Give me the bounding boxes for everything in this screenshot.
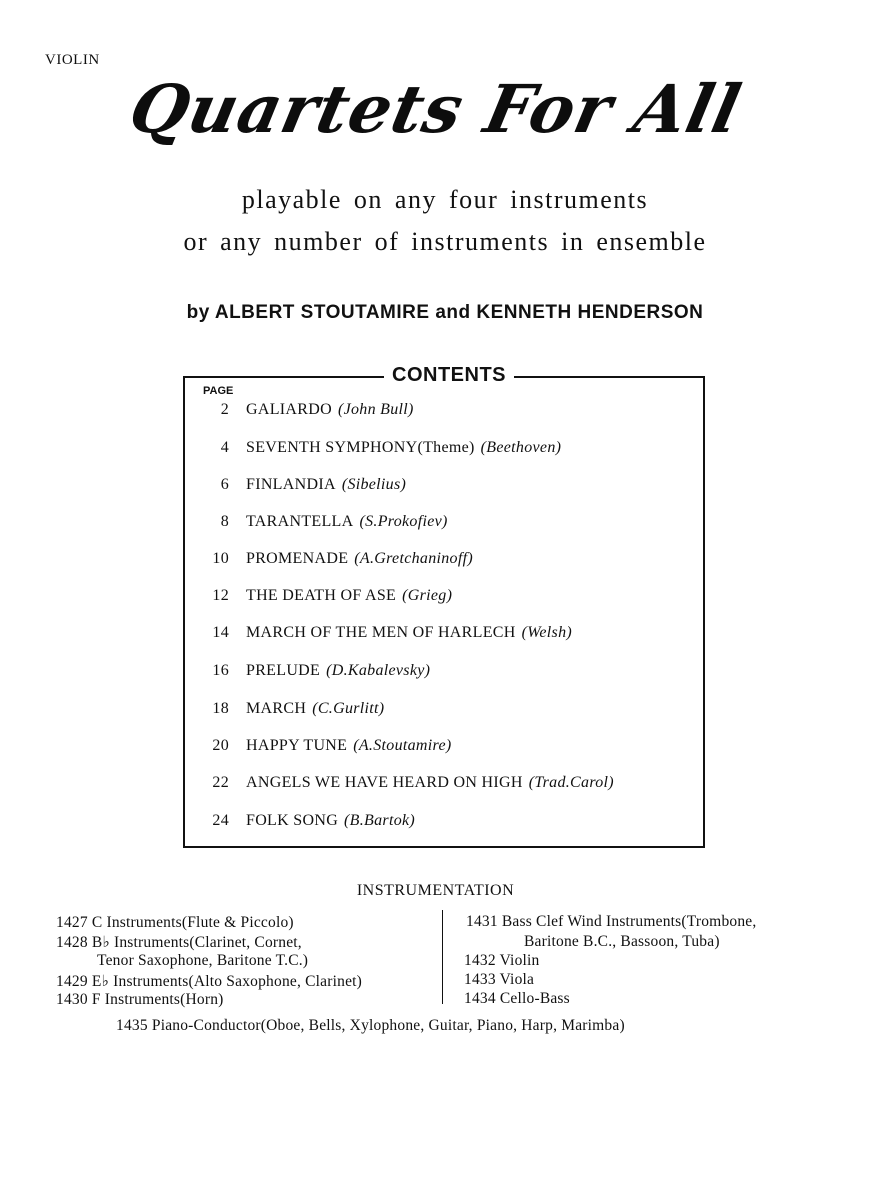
toc-item	[195, 401, 414, 425]
toc-title: PROMENADE	[246, 550, 349, 567]
instrumentation-piano-conductor: 1435 Piano-Conductor(Oboe, Bells, Xylophone, Guitar, Piano, Harp, Marimba)	[116, 1017, 625, 1034]
instrumentation-item: Baritone B.C., Bassoon, Tuba)	[524, 933, 720, 950]
instrumentation-item: Tenor Saxophone, Baritone T.C.)	[97, 952, 309, 969]
contents-heading: CONTENTS	[384, 364, 514, 387]
toc-title: FOLK SONG	[246, 812, 339, 829]
toc-composer: (John Bull)	[337, 401, 414, 418]
toc-item	[195, 624, 572, 648]
toc-composer: (Trad.Carol)	[528, 774, 614, 791]
toc-title: TARANTELLA	[246, 513, 354, 530]
toc-composer: (Grieg)	[402, 587, 453, 604]
instrumentation-item: 1428 B♭ Instruments(Clarinet, Cornet,	[56, 934, 302, 951]
toc-title: MARCH OF THE MEN OF HARLECH	[246, 624, 516, 641]
toc-page: 14	[212, 624, 229, 641]
instrumentation-item: 1427 C Instruments(Flute & Piccolo)	[56, 914, 294, 931]
toc-composer: (B.Bartok)	[344, 812, 416, 829]
toc-composer: (D.Kabalevsky)	[326, 662, 431, 679]
toc-item	[195, 439, 561, 463]
column-divider	[442, 910, 443, 1004]
toc-title: SEVENTH SYMPHONY(Theme)	[246, 439, 475, 456]
toc-title: THE DEATH OF ASE	[246, 587, 397, 604]
toc-page: 4	[220, 439, 229, 456]
toc-item	[195, 812, 415, 836]
toc-composer: (Welsh)	[521, 624, 572, 641]
toc-page: 10	[212, 550, 229, 567]
toc-title: MARCH	[246, 700, 307, 717]
book-title: Quartets For All	[122, 70, 749, 148]
toc-page: 20	[212, 737, 229, 754]
toc-item	[195, 476, 406, 500]
toc-item	[195, 550, 473, 574]
instrumentation-item: 1429 E♭ Instruments(Alto Saxophone, Clarinet)	[56, 973, 363, 990]
toc-item	[195, 700, 384, 724]
toc-composer: (Sibelius)	[341, 476, 407, 493]
instrumentation-heading: INSTRUMENTATION	[356, 882, 515, 899]
toc-page: 8	[220, 513, 229, 530]
instrumentation-item: 1433 Viola	[464, 971, 535, 988]
subtitle-line-1: playable on any four instruments	[241, 185, 649, 214]
toc-page: 18	[212, 700, 229, 717]
authors: by ALBERT STOUTAMIRE and KENNETH HENDERSON	[186, 302, 704, 323]
toc-title: GALIARDO	[246, 401, 332, 418]
toc-composer: (A.Stoutamire)	[353, 737, 452, 754]
toc-composer: (A.Gretchaninoff)	[354, 550, 473, 567]
toc-composer: (C.Gurlitt)	[312, 700, 385, 717]
toc-page: 12	[212, 587, 229, 604]
toc-composer: (S.Prokofiev)	[359, 513, 448, 530]
toc-page: 22	[212, 774, 229, 791]
toc-item	[195, 513, 448, 537]
toc-page: 16	[212, 662, 229, 679]
instrumentation-item: 1430 F Instruments(Horn)	[56, 991, 224, 1008]
instrumentation-item: 1431 Bass Clef Wind Instruments(Trombone,	[466, 913, 757, 930]
toc-item	[195, 587, 452, 611]
toc-title: PRELUDE	[246, 662, 321, 679]
instrumentation-item: 1434 Cello-Bass	[464, 990, 570, 1007]
toc-title: ANGELS WE HAVE HEARD ON HIGH	[246, 774, 523, 791]
toc-page: 2	[220, 401, 229, 418]
toc-page: 24	[212, 812, 229, 829]
instrumentation-item: 1432 Violin	[464, 952, 540, 969]
toc-title: FINLANDIA	[246, 476, 336, 493]
toc-item	[195, 774, 614, 798]
toc-title: HAPPY TUNE	[246, 737, 348, 754]
toc-composer: (Beethoven)	[480, 439, 562, 456]
toc-item	[195, 737, 452, 761]
toc-page: 6	[220, 476, 229, 493]
part-label: VIOLIN	[45, 52, 100, 68]
page-column-label: PAGE	[203, 385, 234, 397]
toc-item	[195, 662, 430, 686]
subtitle-line-2: or any number of instruments in ensemble	[183, 227, 707, 256]
